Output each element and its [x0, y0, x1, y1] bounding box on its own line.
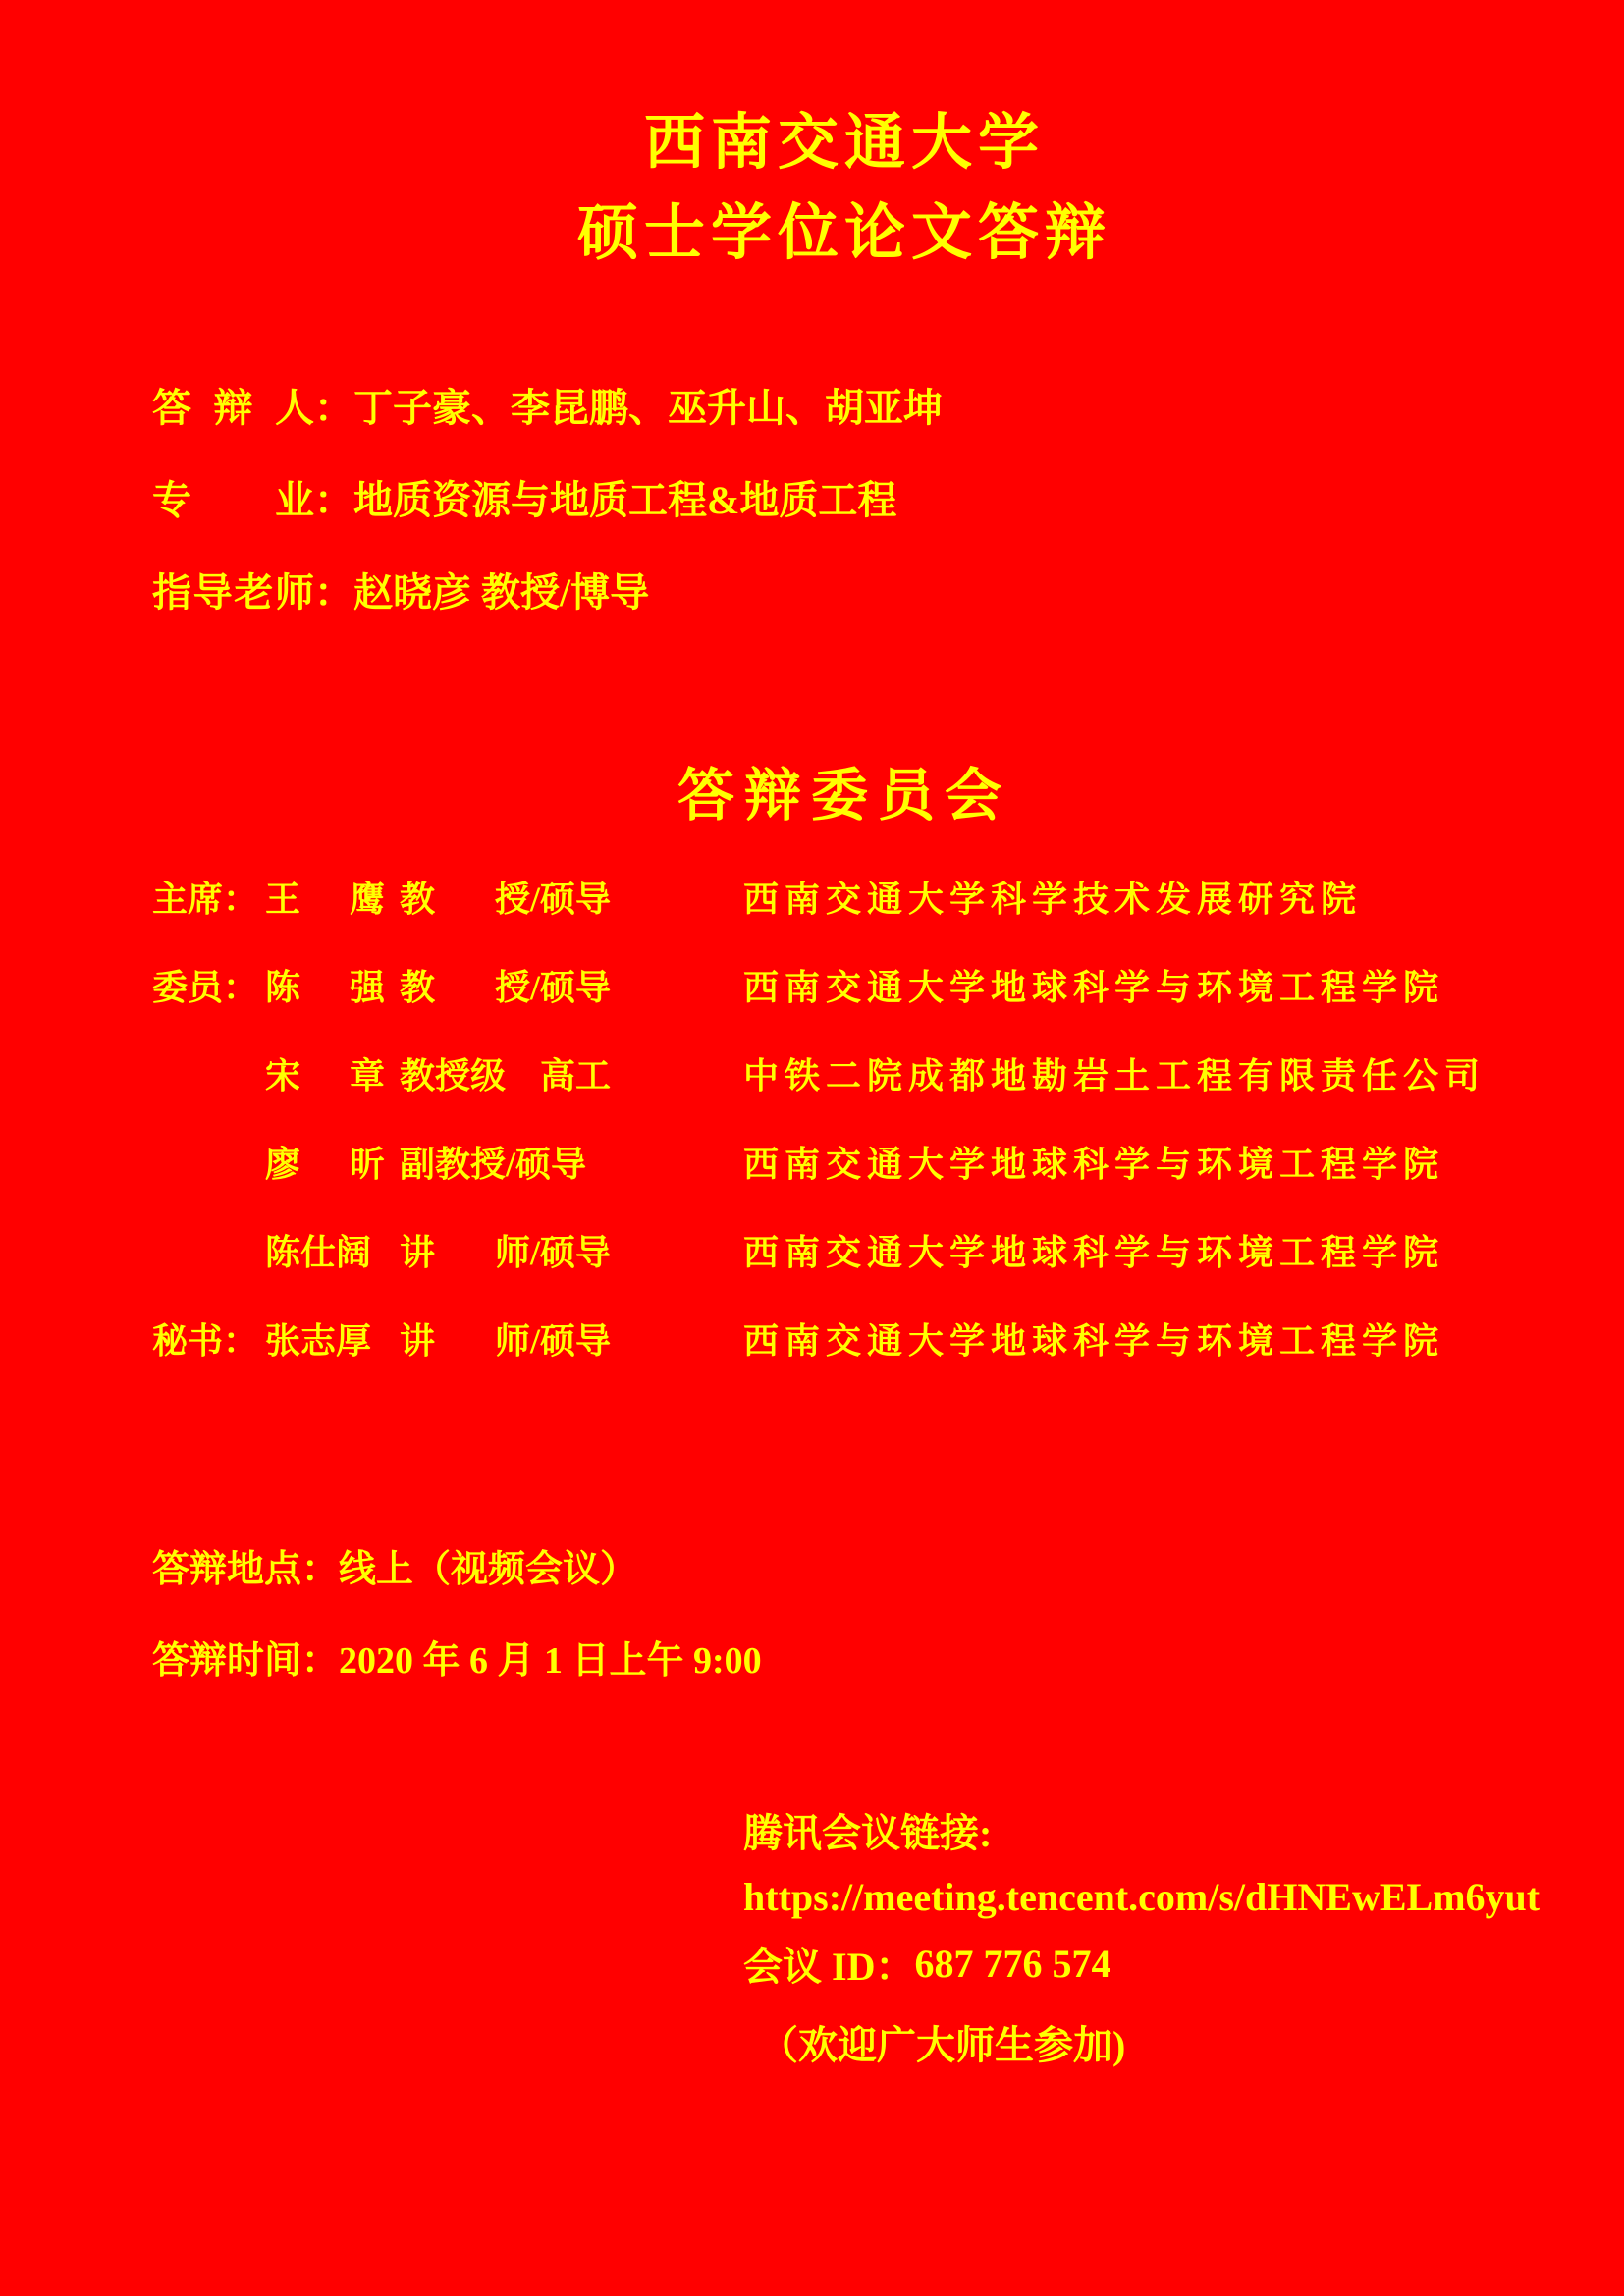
name-part: 王: [265, 879, 301, 919]
title-part: 教: [400, 879, 436, 919]
name-part: 廖: [265, 1144, 301, 1184]
label-char: 辩: [213, 385, 253, 430]
name-part: 宋: [265, 1055, 301, 1095]
member-role: 秘书：: [152, 1320, 259, 1361]
title-part: 讲: [400, 1320, 436, 1361]
label-char: 老: [234, 569, 274, 614]
name-part: 昕: [349, 1144, 385, 1184]
major-value: 地质资源与地质工程&地质工程: [353, 477, 897, 522]
defenders-row: [152, 358, 943, 451]
member-affiliation: 西南交通大学地球科学与环境工程学院: [743, 1320, 1445, 1361]
page-title: [152, 98, 1537, 279]
name-part: 张志厚: [265, 1320, 372, 1361]
label-char: 业: [275, 477, 314, 522]
title-part: 师/硕导: [494, 1232, 611, 1272]
defenders-names: 丁子豪、李昆鹏、巫升山、胡亚坤: [353, 385, 943, 430]
title-part: 授/硕导: [494, 879, 611, 919]
time-label: 答辩时间：: [152, 1640, 340, 1682]
advisor-label: [152, 561, 314, 617]
member-affiliation: 西南交通大学地球科学与环境工程学院: [743, 967, 1445, 1007]
label-char: 答: [152, 385, 191, 430]
label-char: 专: [152, 477, 191, 522]
colon: ：: [314, 569, 353, 614]
member-title: [400, 1048, 611, 1098]
title-part: 授/硕导: [494, 967, 611, 1007]
committee-list: [152, 852, 1486, 1382]
title-part: 教授级: [400, 1055, 507, 1095]
member-title: [400, 872, 611, 922]
label-char: 指: [152, 569, 191, 614]
meeting-url[interactable]: https://meeting.tencent.com/s/dHNEwELm6yut: [743, 1874, 1541, 1919]
label-char: 导: [192, 569, 233, 614]
member-affiliation: 西南交通大学科学技术发展研究院: [743, 879, 1363, 919]
title-part: 副教授/硕导: [400, 1144, 587, 1184]
time-row: [152, 1611, 762, 1702]
member-title: [400, 1313, 611, 1363]
major-row: [152, 451, 943, 543]
name-part: 陈: [265, 967, 301, 1007]
committee-row-member: [152, 1205, 1486, 1294]
advisor-value: 赵晓彦 教授/博导: [353, 569, 650, 614]
member-name: [265, 872, 385, 922]
committee-row-member: [152, 1117, 1486, 1205]
meeting-link-label: 腾讯会议链接:: [743, 1810, 993, 1855]
committee-row-chair: [152, 852, 1486, 940]
colon: ：: [314, 477, 353, 522]
defenders-label: [152, 377, 314, 433]
member-name: [265, 1225, 385, 1275]
candidate-info: [152, 358, 943, 635]
member-name: [265, 1137, 385, 1187]
title-part: 教: [400, 967, 436, 1007]
event-name: 硕士学位论文答辩: [576, 200, 1111, 267]
meeting-id-row: [743, 1930, 1540, 1997]
name-part: 强: [349, 967, 385, 1007]
time-value: 2020 年 6 月 1 日上午 9:00: [339, 1640, 762, 1682]
member-affiliation: 中铁二院成都地勘岩土工程有限责任公司: [743, 1055, 1487, 1095]
advisor-row: [152, 543, 943, 635]
venue-row: [152, 1520, 762, 1611]
member-title: [400, 1225, 611, 1275]
member-affiliation: 西南交通大学地球科学与环境工程学院: [743, 1144, 1445, 1184]
committee-row-member: [152, 1029, 1486, 1117]
meeting-id-label: 会议 ID：: [743, 1944, 915, 1989]
title-part: 讲: [400, 1232, 436, 1272]
member-role: 主席：: [152, 879, 259, 919]
venue-label: 答辩地点：: [152, 1549, 340, 1590]
meeting-info: [743, 1796, 1540, 2075]
title-part: 高工: [539, 1055, 611, 1095]
committee-heading: 答辩委员会: [677, 764, 1011, 828]
member-title: [400, 1137, 611, 1187]
page-content: [152, 0, 1541, 2296]
name-part: 陈仕阔: [265, 1232, 372, 1272]
member-role: 委员：: [152, 967, 259, 1007]
member-title: [400, 960, 611, 1010]
meeting-id-value: 687 776 574: [914, 1941, 1111, 1986]
committee-row-secretary: [152, 1294, 1486, 1382]
member-name: [265, 960, 385, 1010]
welcome-note: （欢迎广大师生参加): [759, 2022, 1126, 2067]
member-name: [265, 1313, 385, 1363]
member-affiliation: 西南交通大学地球科学与环境工程学院: [743, 1232, 1445, 1272]
major-label: [152, 469, 314, 525]
logistics: [152, 1520, 762, 1702]
name-part: 鹰: [349, 879, 385, 919]
label-char: 人: [275, 385, 314, 430]
member-name: [265, 1048, 385, 1098]
venue-value: 线上（视频会议）: [339, 1549, 638, 1590]
committee-row-member: [152, 940, 1486, 1029]
university-name: 西南交通大学: [643, 110, 1045, 177]
title-part: 师/硕导: [494, 1320, 611, 1361]
label-char: 师: [274, 569, 314, 614]
colon: ：: [314, 385, 353, 430]
name-part: 章: [349, 1055, 385, 1095]
